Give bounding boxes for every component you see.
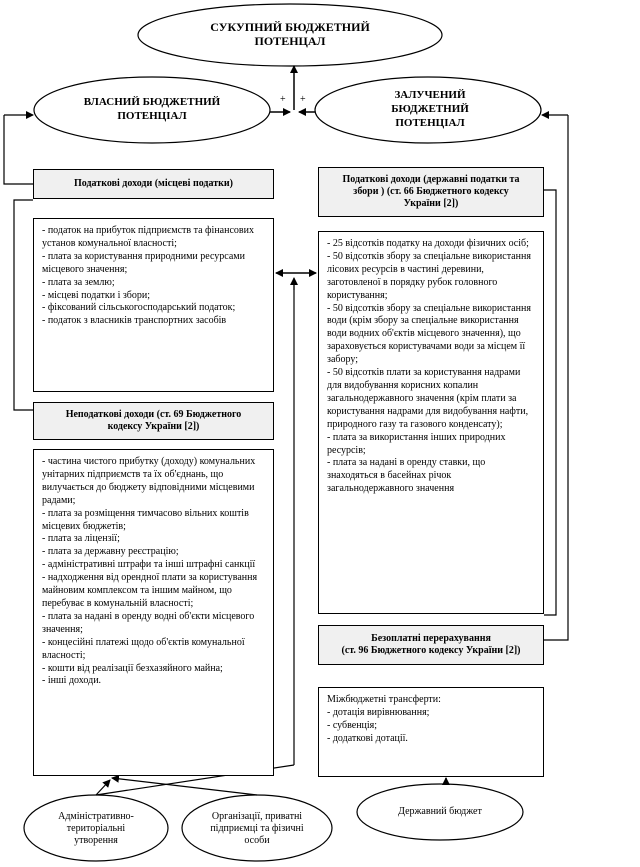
transfers-item: - субвенція; [327,719,378,731]
organizations-line3: особи [244,835,270,846]
admin-units-line1: Адміністративно- [58,811,134,822]
total-potential-line1: СУКУПНИЙ БЮДЖЕТНИЙ [210,20,370,34]
nontax-header [33,402,274,440]
admin-units-label [34,811,158,847]
state-tax-item: - 50 відсотків плати за користування надрами для видобування корисних копалин загальнодержавного значення (крім плати за користування надрами для видобування нафти, природного газу та газового конденсату); [327,367,529,430]
local-tax-item: - плата за землю; [42,276,115,288]
transfers-title-line2: (ст. 96 Бюджетного кодексу України [2]) [341,645,521,656]
local-taxes-list [33,218,274,392]
attracted-potential-line3: ПОТЕНЦІАЛ [395,117,465,129]
state-taxes-list [318,231,544,614]
nontax-item: - кошти від реалізації безхазяйного майна; [42,662,223,674]
admin-units-line3: утворення [74,835,118,846]
total-potential-label [160,20,420,48]
right-bracket-state [544,190,556,615]
arrow-org-to-nontax [112,778,257,795]
local-tax-item: - фіксований сільськогосподарський податок; [42,302,236,314]
state-taxes-title-line3: України [2]) [403,198,459,209]
total-potential-line2: ПОТЕНЦАЛ [254,34,326,48]
organizations-line1: Організації, приватні [211,811,303,822]
nontax-item: - плата за державну реєстрацію; [42,546,179,558]
organizations-label [192,811,322,847]
state-taxes-title-line1: Податкові доходи (державні податки та [342,174,520,185]
state-tax-item: - плата за надані в оренду ставки, що знаходяться в басейнах річок загальнодержавного значення [327,457,486,495]
local-tax-item: - податок на прибуток підприємств та фінансових установ комунальної власності; [42,225,254,249]
own-potential-label [52,95,252,123]
state-tax-item: - 50 відсотків збору за спеціальне використання лісових ресурсів в частині деревини, заготовленої в порядку рубок головного користування; [327,250,531,301]
nontax-item: - інші доходи. [42,675,102,687]
left-bracket-nontax [14,200,33,410]
plus-left: + [280,94,286,105]
nontax-item: - плата за розміщення тимчасово вільних коштів місцевих бюджетів; [42,507,249,532]
transfers-item: - дотація вирівнювання; [327,706,430,718]
left-bracket-taxes [4,115,33,184]
transfers-list [318,687,544,777]
state-taxes-header [318,167,544,217]
state-budget-line1: Державний бюджет [398,806,482,817]
attracted-potential-line1: ЗАЛУЧЕНИЙ [394,89,466,101]
state-tax-item: - 25 відсотків податку на доходи фізичних осіб; [327,238,529,249]
admin-units-line2: територіальні [66,823,126,834]
nontax-title-line2: кодексу України [2]) [107,421,200,432]
state-tax-item: - плата за використання інших природних ресурсів; [327,431,506,456]
state-budget-label [370,806,510,818]
own-potential-line1: ВЛАСНИЙ БЮДЖЕТНИЙ [83,96,221,108]
local-taxes-title: Податкові доходи (місцеві податки) [74,178,233,189]
nontax-item: - надходження від орендної плати за користування майновим комплексом та іншим майном, що перебуває в комунальній власності; [42,572,258,609]
nontax-item: - частина чистого прибутку (доходу) комунальних унітарних підприємств та їх об'єднань, що вилучається до бюджету відповідними місцевими радами; [42,456,256,506]
attracted-potential-line2: БЮДЖЕТНИЙ [391,103,469,115]
nontax-title-line1: Неподаткові доходи (ст. 69 Бюджетного [65,409,242,420]
local-tax-item: - плата за користування природними ресурсами місцевого значення; [42,250,245,275]
own-potential-line2: ПОТЕНЦІАЛ [117,110,187,122]
nontax-item: - адміністративні штрафи та інші штрафні санкції [42,559,256,571]
nontax-list [33,449,274,776]
local-taxes-header [33,169,274,199]
plus-right: + [300,94,306,105]
state-taxes-title-line2: збори ) (ст. 66 Бюджетного кодексу [353,186,509,197]
nontax-item: - плата за ліцензії; [42,533,120,545]
local-tax-item: - місцеві податки і збори; [42,289,151,301]
transfers-item: Міжбюджетні трансферти: [327,694,441,705]
nontax-item: - концесійні платежі щодо об'єктів комунальної власності; [42,636,245,661]
state-tax-item: - 50 відсотків збору за спеціальне використання води (крім збору за спеціальне використання води водних об'єктів місцевого значення), що зараховується користувачами води за місцем її забору; [327,302,531,366]
transfers-item: - додаткові дотації. [327,732,408,744]
local-tax-item: - податок з власників транспортних засобів [42,315,227,327]
transfers-title-line1: Безоплатні перерахування [371,633,491,644]
organizations-line2: підприємці та фізичні [210,823,304,834]
transfers-header [318,625,544,665]
attracted-potential-label [330,88,530,130]
nontax-item: - плата за надані в оренду водні об'єкти місцевого значення; [42,610,255,635]
